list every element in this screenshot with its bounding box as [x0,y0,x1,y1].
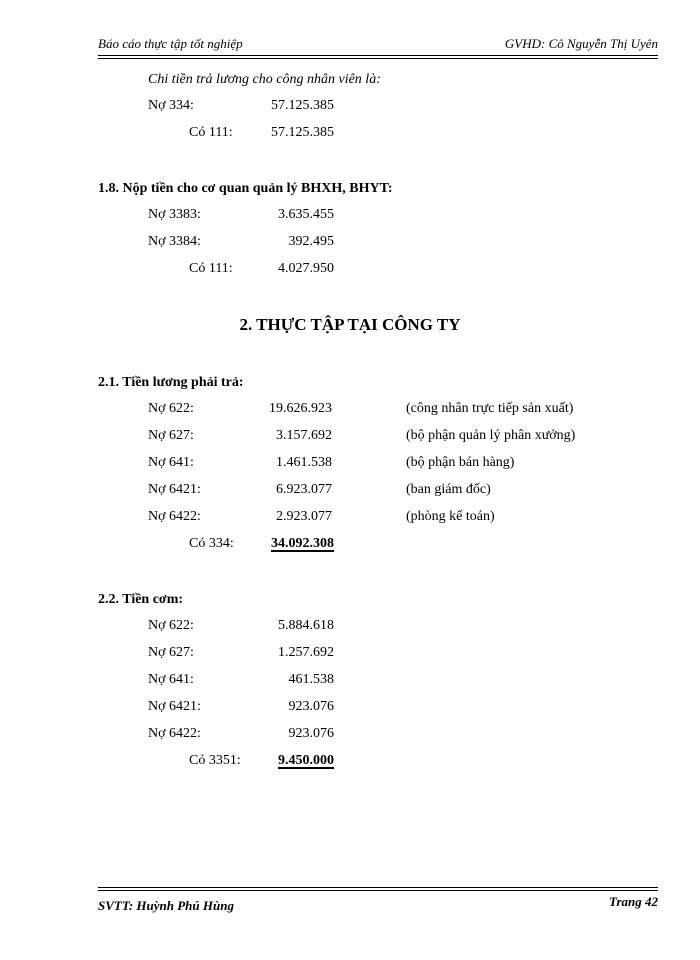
s22-total-acct: Có 3351: [189,753,241,768]
s22-acct: Nợ 6421: [148,699,201,714]
s18-amount: 392.495 [288,234,334,249]
header-right: GVHD: Cô Nguyễn Thị Uyên [504,36,658,51]
s21-acct: Nợ 641: [148,455,194,470]
s18-amount: 3.635.455 [278,207,334,222]
header-rule-bottom [98,58,658,59]
s22-amount: 5.884.618 [278,618,334,633]
page-footer [98,894,658,914]
s21-note: (công nhân trực tiếp sản xuất) [406,401,574,416]
s22-amount: 923.076 [288,699,334,714]
s17-amount: 57.125.385 [271,125,334,140]
s21-note: (bộ phận bán hàng) [406,455,515,470]
s21-acct: Nợ 6421: [148,482,201,497]
page-number: Trang 42 [609,894,658,909]
header-left: Báo cáo thực tập tốt nghiệp [98,36,243,51]
page-header [98,36,658,52]
s18-amount: 4.027.950 [278,261,334,276]
footer-rule-top [98,887,658,888]
s17-intro: Chi tiền trả lương cho công nhân viên là: [148,72,381,87]
s22-amount: 923.076 [288,726,334,741]
s22-total-amount: 9.450.000 [278,753,334,768]
s22-acct: Nợ 627: [148,645,194,660]
s18-title: 1.8. Nộp tiền cho cơ quan quản lý BHXH, BHYT: [98,181,393,196]
header-rule-top [98,55,658,56]
s22-acct: Nợ 6422: [148,726,201,741]
s17-acct: Có 111: [189,125,233,140]
s21-amount: 6.923.077 [276,482,332,497]
s21-acct: Nợ 627: [148,428,194,443]
s18-acct: Nợ 3383: [148,207,201,222]
s21-total-acct: Có 334: [189,536,234,551]
s21-total-amount: 34.092.308 [271,536,334,551]
footer-left: SVTT: Huỳnh Phú Hùng [98,898,234,913]
s21-note: (ban giám đốc) [406,482,491,497]
s22-amount: 461.538 [288,672,334,687]
s21-note: (phòng kế toán) [406,509,495,524]
s21-acct: Nợ 6422: [148,509,201,524]
s21-amount: 3.157.692 [276,428,332,443]
s21-amount: 19.626.923 [269,401,332,416]
footer-rule-bottom [98,890,658,891]
s22-amount: 1.257.692 [278,645,334,660]
s21-acct: Nợ 622: [148,401,194,416]
s21-amount: 1.461.538 [276,455,332,470]
s22-title: 2.2. Tiền cơm: [98,592,184,607]
s18-acct: Có 111: [189,261,233,276]
s17-amount: 57.125.385 [271,98,334,113]
s21-title: 2.1. Tiền lương phải trả: [98,375,244,390]
s21-note: (bộ phận quản lý phân xưởng) [406,428,576,443]
s22-acct: Nợ 641: [148,672,194,687]
s18-acct: Nợ 3384: [148,234,201,249]
s21-amount: 2.923.077 [276,509,332,524]
s22-acct: Nợ 622: [148,618,194,633]
s17-acct: Nợ 334: [148,98,194,113]
chapter-title: 2. THỰC TẬP TẠI CÔNG TY [239,315,461,334]
